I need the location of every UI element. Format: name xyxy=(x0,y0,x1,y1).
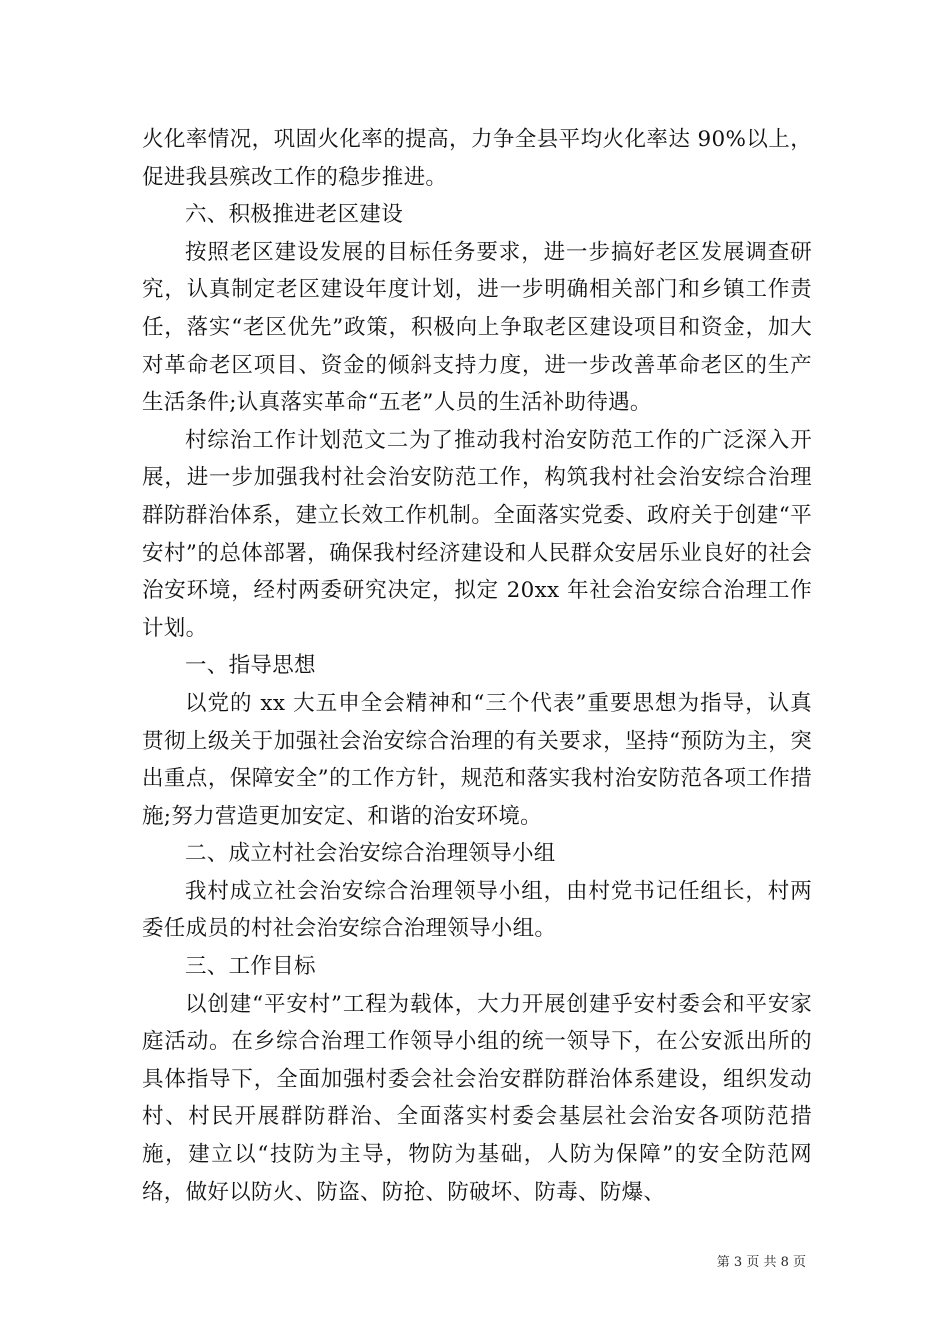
section-heading-old-area: 六、积极推进老区建设 xyxy=(185,202,404,228)
section-heading-guiding-thought: 一、指导思想 xyxy=(185,653,316,679)
paragraph-old-area: 按照老区建设发展的目标任务要求，进一步搞好老区发展调查研究，认真制定老区建设年度计划，进一步明确相关部门和乡镇工作责任，落实“老区优先”政策，积极向上争取老区建设项目和资金，加大对革命老区项目、资金的倾斜支持力度，进一步改善革命老区的生产生活条件;认真落实革命“五老”人员的生活补助待遇。 xyxy=(142,239,812,416)
paragraph-continuation: 火化率情况，巩固火化率的提高，力争全县平均火化率达 90%以上，促进我县殡改工作的稳步推进。 xyxy=(142,127,812,190)
section-heading-work-goals: 三、工作目标 xyxy=(185,954,316,980)
page-number-footer: 第 3 页 共 8 页 xyxy=(716,1255,806,1270)
section-heading-leading-group: 二、成立村社会治安综合治理领导小组 xyxy=(185,841,556,867)
paragraph-guiding-thought: 以党的 xx 大五申全会精神和“三个代表”重要思想为指导，认真贯彻上级关于加强社会治安综合治理的有关要求，坚持“预防为主，突出重点，保障安全”的工作方针，规范和落实我村治安防范各项工作措施;努力营造更加安定、和谐的治安环境。 xyxy=(142,690,812,829)
paragraph-work-goals: 以创建“平安村”工程为载体，大力开展创建乎安村委会和平安家庭活动。在乡综合治理工作领导小组的统一领导下，在公安派出所的具体指导下，全面加强村委会社会治安群防群治体系建设，组织发动村、村民开展群防群治、全面落实村委会基层社会治安各项防范措施，建立以“技防为主导，物防为基础，人防为保障”的安全防范网络，做好以防火、防盗、防抢、防破坏、防毒、防爆、 xyxy=(142,991,812,1205)
document-body xyxy=(142,121,812,1211)
paragraph-leading-group: 我村成立社会治安综合治理领导小组，由村党书记任组长，村两委任成员的村社会治安综合治理领导小组。 xyxy=(142,878,812,942)
paragraph-plan-intro: 村综治工作计划范文二为了推动我村治安防范工作的广泛深入开展，进一步加强我村社会治安防范工作，构筑我村社会治安综合治理群防群治体系，建立长效工作机制。全面落实党委、政府关于创建“平安村”的总体部署，确保我村经济建设和人民群众安居乐业良好的社会治安环境，经村两委研究决定，拟定 20xx 年社会治安综合治理工作计划。 xyxy=(142,427,812,641)
